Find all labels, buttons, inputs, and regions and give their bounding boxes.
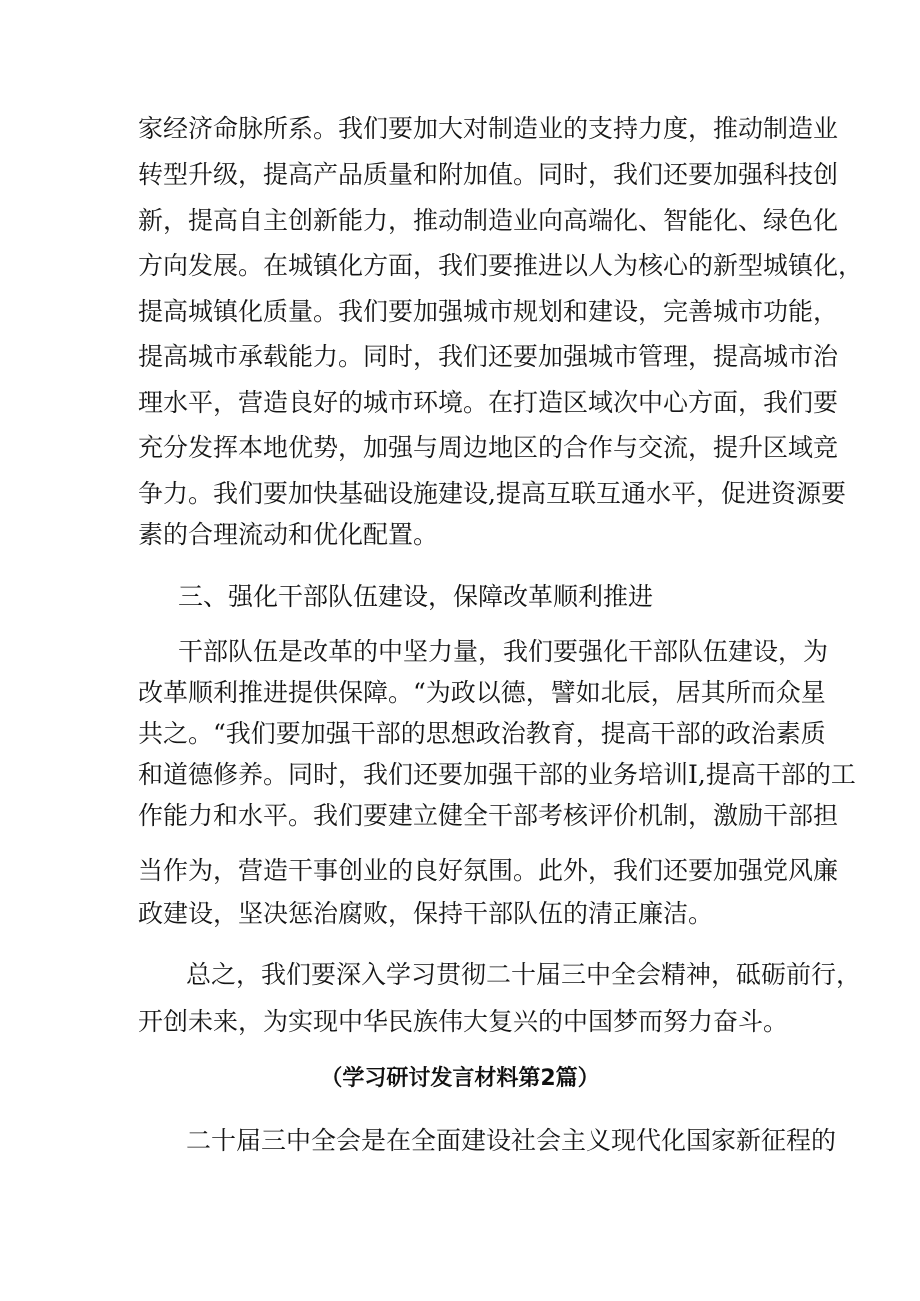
paragraph-line: 素的合理流动和优化配置。	[138, 520, 439, 549]
paragraph-line: 当作为，营造干事创业的良好氛围。此外，我们还要加强党风廉	[138, 856, 839, 885]
paragraph-line: 和道德修养。同时，我们还要加强干部的业务培训I,提高干部的工	[138, 760, 856, 789]
paragraph-line: 共之。“我们要加强干部的思想政治教育，提高干部的政治素质	[138, 719, 826, 748]
paragraph-line: 总之，我们要深入学习贯彻二十届三中全会精神，砥砺前行，	[186, 960, 862, 989]
paragraph-line: 二十届三中全会是在全面建设社会主义现代化国家新征程的	[186, 1126, 837, 1155]
paragraph-line: 方向发展。在城镇化方面，我们要推进以人为核心的新型城镇化，	[138, 251, 864, 280]
paragraph-line: 转型升级，提高产品质量和附加值。同时，我们还要加强科技创	[138, 160, 839, 189]
paragraph-line: 提高城镇化质量。我们要加强城市规划和建设，完善城市功能，	[138, 297, 839, 326]
paragraph-line: 理水平，营造良好的城市环境。在打造区域次中心方面，我们要	[138, 388, 839, 417]
paragraph-line: 干部队伍是改革的中坚力量，我们要强化干部队伍建设，为	[178, 637, 829, 666]
article-subtitle: （学习研讨发言材料第2篇）	[320, 1066, 600, 1091]
paragraph-line: 家经济命脉所系。我们要加大对制造业的支持力度，推动制造业	[138, 114, 839, 143]
paragraph-line: 政建设，坚决惩治腐败，保持干部队伍的清正廉洁。	[138, 899, 714, 928]
paragraph-line: 作能力和水平。我们要建立健全干部考核评价机制，激励干部担	[138, 801, 839, 830]
paragraph-line: 提高城市承载能力。同时，我们还要加强城市管理，提高城市治	[138, 342, 839, 371]
section-heading: 三、强化干部队伍建设，保障改革顺利推进	[178, 582, 654, 611]
paragraph-line: 新，提高自主创新能力，推动制造业向高端化、智能化、绿色化	[138, 206, 839, 235]
paragraph-line: 开创未来，为实现中华民族伟大复兴的中国梦而努力奋斗。	[138, 1007, 789, 1036]
paragraph-line: 充分发挥本地优势，加强与周边地区的合作与交流，提升区域竞	[138, 433, 839, 462]
paragraph-line: 改革顺利推进提供保障。“为政以德，譬如北辰，居其所而众星	[138, 678, 826, 707]
paragraph-line: 争力。我们要加快基础设施建设,提高互联互通水平，促进资源要	[138, 479, 846, 508]
